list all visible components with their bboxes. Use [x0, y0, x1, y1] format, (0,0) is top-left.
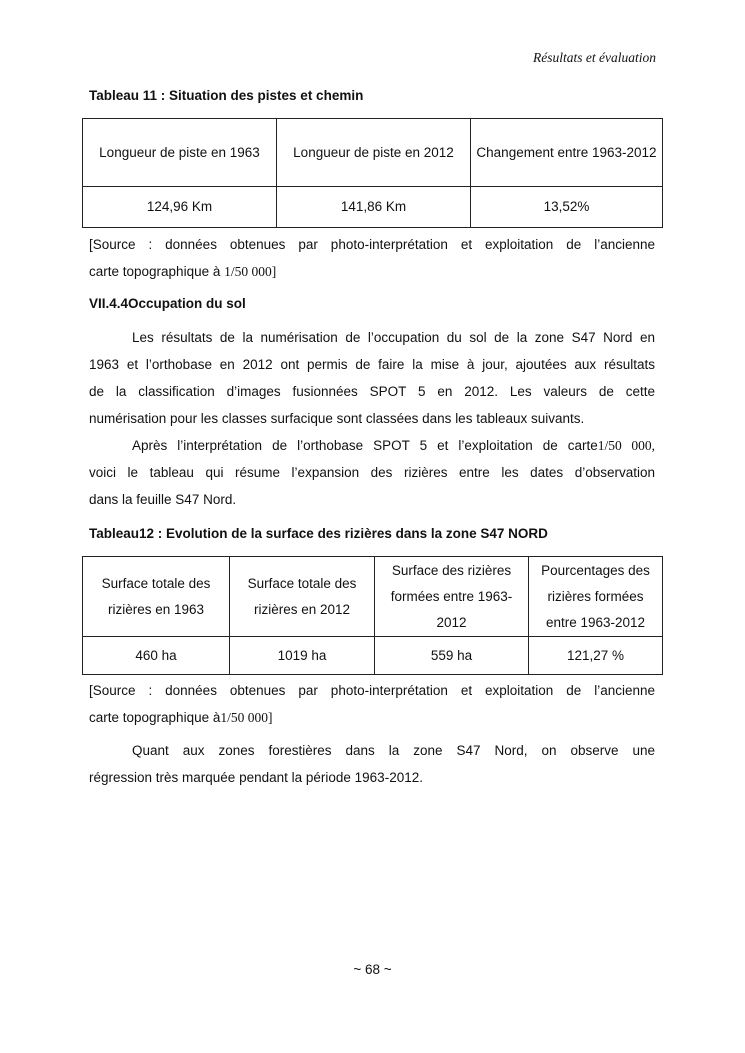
table11-value-cell: 141,86 Km — [277, 187, 471, 228]
paragraph-1 — [89, 324, 655, 432]
table12-header-cell: Surface totale des rizières en 2012 — [230, 557, 375, 637]
table11-header-cell: Changement entre 1963-2012 — [471, 119, 663, 187]
paragraph-line — [89, 432, 655, 459]
paragraph-line: dans la feuille S47 Nord. — [89, 492, 237, 507]
table11-value-cell: 124,96 Km — [83, 187, 277, 228]
map-scale: 1/50 000, — [597, 438, 655, 453]
table11-caption: Tableau 11 : Situation des pistes et chemin — [89, 88, 364, 103]
source-note-1 — [89, 231, 655, 285]
source-note-line — [89, 258, 655, 285]
map-scale: 1/50 000] — [220, 710, 273, 725]
source-note-line: [Source : données obtenues par photo-interprétation et exploitation de l’ancienne — [89, 683, 655, 698]
table12-value-cell: 460 ha — [83, 637, 230, 675]
table12-value-cell: 1019 ha — [230, 637, 375, 675]
table11-header-cell: Longueur de piste en 2012 — [277, 119, 471, 187]
running-header: Résultats et évaluation — [533, 50, 656, 65]
source-note-line — [89, 704, 655, 731]
paragraph-line: voici le tableau qui résume l’expansion des rizières entre les dates d’observation — [89, 465, 655, 480]
paragraph-line: 1963 et l’orthobase en 2012 ont permis de faire la mise à jour, ajoutées aux résultats — [89, 357, 655, 372]
table12-caption: Tableau12 : Evolution de la surface des rizières dans la zone S47 NORD — [89, 526, 548, 541]
section-number: VII.4.4 — [89, 296, 129, 311]
source-note-2 — [89, 677, 655, 731]
section-heading — [89, 296, 246, 311]
table12-header-cell: Pourcentages des rizières formées entre 1963-2012 — [529, 557, 663, 637]
section-title: Occupation du sol — [128, 296, 246, 311]
paragraph-2 — [89, 432, 655, 513]
paragraph-line: numérisation pour les classes surfacique sont classées dans les tableaux suivants. — [89, 411, 585, 426]
table12-header-cell: Surface totale des rizières en 1963 — [83, 557, 230, 637]
table12-value-cell: 121,27 % — [529, 637, 663, 675]
table11-value-cell: 13,52% — [471, 187, 663, 228]
paragraph-line: de la classification d’images fusionnées SPOT 5 en 2012. Les valeurs de cette — [89, 384, 655, 399]
paragraph-text: Après l’interprétation de l’orthobase SPOT 5 et l’exploitation de carte — [132, 438, 598, 453]
page-number: ~ 68 ~ — [353, 962, 392, 977]
paragraph-line: Les résultats de la numérisation de l’occupation du sol de la zone S47 Nord en — [132, 330, 655, 345]
map-scale: 1/50 000] — [224, 264, 277, 279]
table12-header-cell: Surface des rizières formées entre 1963-2012 — [375, 557, 529, 637]
table12 — [82, 556, 663, 675]
table12-value-cell: 559 ha — [375, 637, 529, 675]
table11-header-cell: Longueur de piste en 1963 — [83, 119, 277, 187]
source-note-text: carte topographique à — [89, 264, 225, 279]
source-note-text: carte topographique à — [89, 710, 221, 725]
paragraph-line: Quant aux zones forestières dans la zone S47 Nord, on observe une — [132, 743, 655, 758]
paragraph-3 — [89, 737, 655, 791]
source-note-line: [Source : données obtenues par photo-interprétation et exploitation de l’ancienne — [89, 237, 655, 252]
table11 — [82, 118, 663, 228]
paragraph-line: régression très marquée pendant la période 1963-2012. — [89, 770, 423, 785]
